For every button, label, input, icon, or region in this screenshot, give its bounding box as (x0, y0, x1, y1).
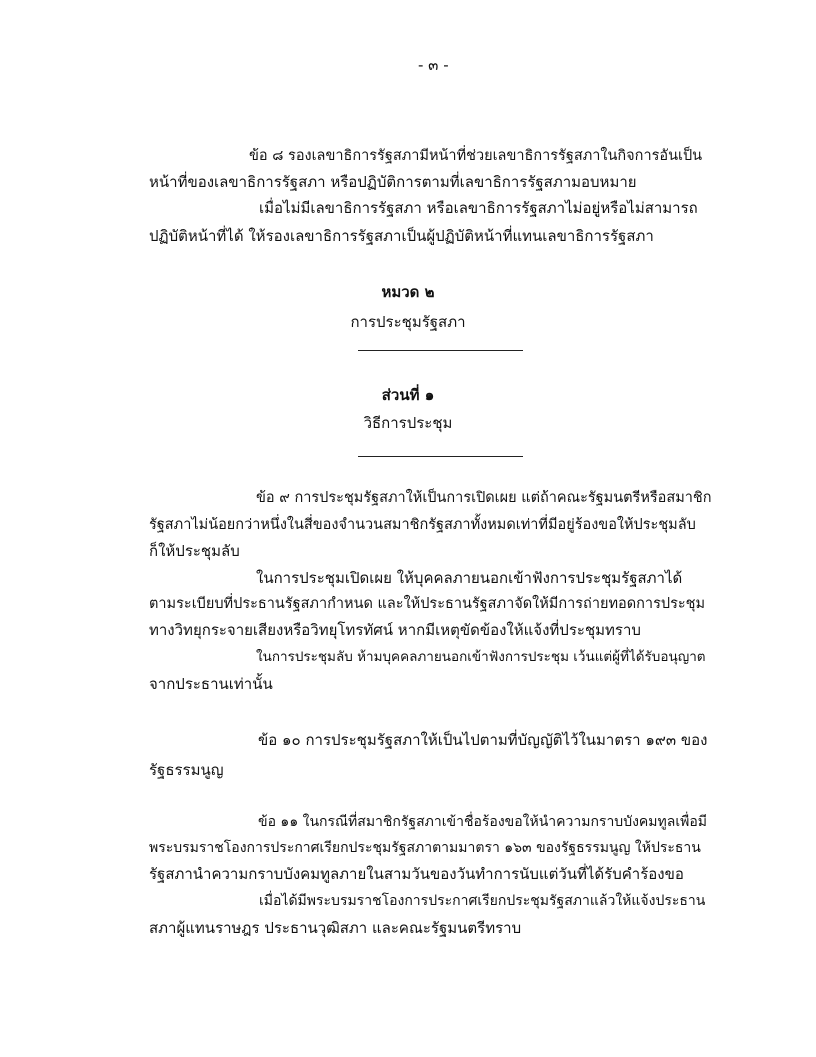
chapter-underline (358, 350, 523, 351)
clause-9-line-3: ก็ให้ประชุมลับ (149, 542, 240, 560)
clause-11-line-4: เมื่อได้มีพระบรมราชโองการประกาศเรียกประชุมรัฐสภาแล้วให้แจ้งประธาน (259, 893, 706, 909)
clause-11-line-3: รัฐสภานำความกราบบังคมทูลภายในสามวันของวันทำการนับแต่วันที่ได้รับคำร้องขอ (149, 865, 684, 883)
clause-9-line-5: ตามระเบียบที่ประธานรัฐสภากำหนด และให้ประธานรัฐสภาจัดให้มีการถ่ายทอดการประชุม (149, 596, 706, 612)
page-number: - ๓ - (418, 56, 449, 74)
clause-9-line-4: ในการประชุมเปิดเผย ให้บุคคลภายนอกเข้าฟังการประชุมรัฐสภาได้ (256, 569, 683, 587)
clause-11-line-2: พระบรมราชโองการประกาศเรียกประชุมรัฐสภาตามมาตรา ๑๖๓ ของรัฐธรรมนูญ ให้ประธาน (149, 840, 701, 856)
clause-9-line-1: ข้อ ๙ การประชุมรัฐสภาให้เป็นการเปิดเผย แต่ถ้าคณะรัฐมนตรีหรือสมาชิก (256, 490, 712, 506)
clause-11-line-1: ข้อ ๑๑ ในกรณีที่สมาชิกรัฐสภาเข้าชื่อร้องขอให้นำความกราบบังคมทูลเพื่อมี (258, 814, 707, 830)
chapter-title: การประชุมรัฐสภา (350, 313, 466, 331)
clause-8-line-3: เมื่อไม่มีเลขาธิการรัฐสภา หรือเลขาธิการรัฐสภาไม่อยู่หรือไม่สามารถ (259, 199, 698, 217)
clause-8-line-2: หน้าที่ของเลขาธิการรัฐสภา หรือปฏิบัติการตามที่เลขาธิการรัฐสภามอบหมาย (149, 173, 637, 191)
section-title: วิธีการประชุม (363, 414, 453, 432)
chapter-number: หมวด ๒ (381, 283, 435, 301)
clause-11-line-5: สภาผู้แทนราษฎร ประธานวุฒิสภา และคณะรัฐมนตรีทราบ (149, 919, 522, 937)
clause-9-line-6: ทางวิทยุกระจายเสียงหรือวิทยุโทรทัศน์ หากมีเหตุขัดข้องให้แจ้งที่ประชุมทราบ (149, 621, 641, 639)
clause-9-line-2: รัฐสภาไม่น้อยกว่าหนึ่งในสี่ของจำนวนสมาชิกรัฐสภาทั้งหมดเท่าที่มีอยู่ร้องขอให้ประชุมลับ (149, 517, 696, 533)
clause-8-line-1: ข้อ ๘ รองเลขาธิการรัฐสภามีหน้าที่ช่วยเลขาธิการรัฐสภาในกิจการอันเป็น (249, 148, 703, 164)
clause-9-line-7: ในการประชุมลับ ห้ามบุคคลภายนอกเข้าฟังการประชุม เว้นแต่ผู้ที่ได้รับอนุญาต (256, 649, 706, 665)
clause-10-line-2: รัฐธรรมนูญ (149, 761, 224, 779)
clause-10-line-1: ข้อ ๑๐ การประชุมรัฐสภาให้เป็นไปตามที่บัญญัติไว้ในมาตรา ๑๙๓ ของ (258, 731, 708, 749)
clause-9-line-8: จากประธานเท่านั้น (149, 675, 273, 693)
section-number: ส่วนที่ ๑ (381, 386, 435, 404)
section-underline (358, 456, 523, 457)
clause-8-line-4: ปฏิบัติหน้าที่ได้ ให้รองเลขาธิการรัฐสภาเป็นผู้ปฏิบัติหน้าที่แทนเลขาธิการรัฐสภา (149, 227, 654, 245)
